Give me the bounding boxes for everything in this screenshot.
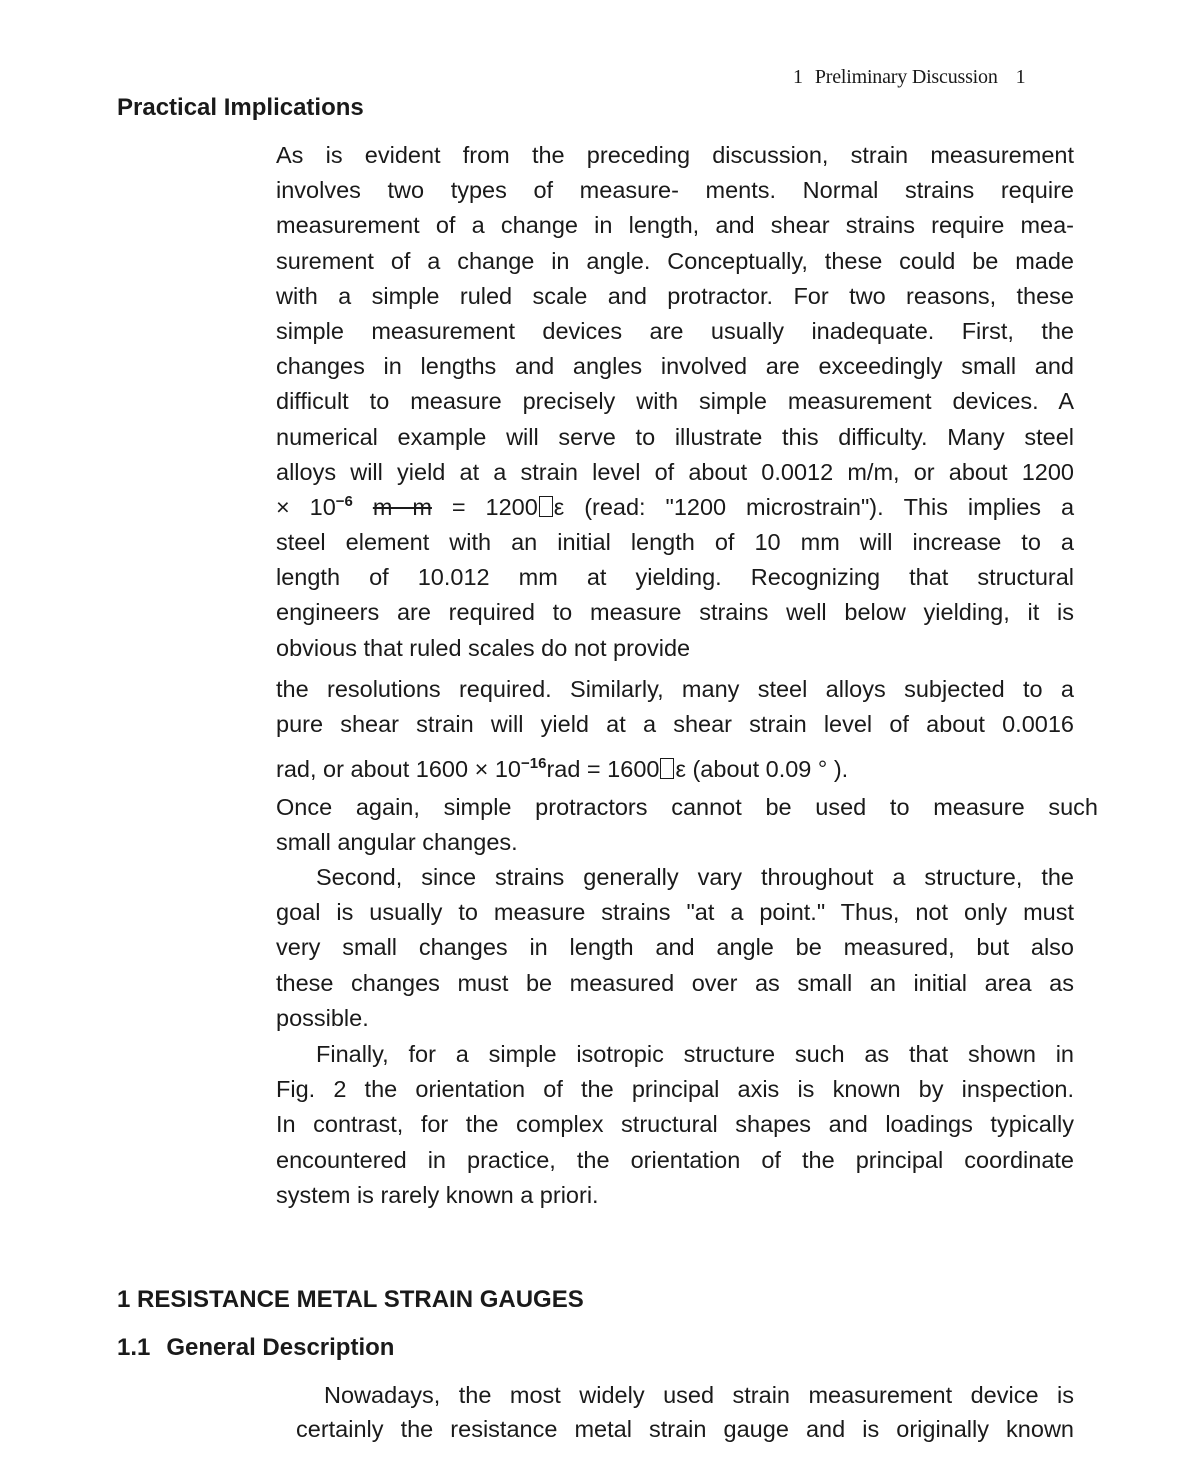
once-again-line: Once again, simple protractors cannot be used to measure such xyxy=(276,794,1098,820)
paragraph-1-continued xyxy=(276,525,1074,666)
eq2-exponent: −16 xyxy=(520,755,547,772)
eq1-part-b: = 1200 xyxy=(451,494,538,520)
section-number: 1.1 xyxy=(117,1334,151,1361)
text-line: system is rarely known a priori. xyxy=(276,1181,599,1208)
section-line-1: Nowadays, the most widely used strain measurement device is xyxy=(324,1382,1074,1408)
text-line: pure shear strain will yield at a shear strain level of about 0.0016 xyxy=(276,711,1074,738)
text-line: Second, since strains generally vary throughout a structure, the xyxy=(316,864,1074,890)
missing-glyph-box-icon xyxy=(539,496,553,517)
equation-line-2 xyxy=(276,752,848,787)
section-heading xyxy=(117,1334,394,1362)
eq2-part-b: rad = 1600 xyxy=(546,756,660,782)
text-line: changes in lengths and angles involved are exceedingly small and xyxy=(276,353,1074,380)
chapter-heading: 1 RESISTANCE METAL STRAIN GAUGES xyxy=(117,1286,584,1313)
eq2-part-a: rad, or about 1600 × 10 xyxy=(276,756,521,782)
eq1-part-a: × 10 xyxy=(276,494,336,520)
paragraph-2 xyxy=(276,860,1074,1036)
text-line: these changes must be measured over as small an initial area as xyxy=(276,969,1074,996)
text-line: steel element with an initial length of 10 mm will increase to a xyxy=(276,529,1074,555)
running-head xyxy=(793,66,1025,89)
text-line: engineers are required to measure strains well below yielding, it is xyxy=(276,599,1074,626)
text-line: alloys will yield at a strain level of about 0.0012 m/m, or about 1200 xyxy=(276,458,1074,485)
small-angular-line: small angular changes. xyxy=(276,829,518,855)
practical-implications-heading: Practical Implications xyxy=(117,94,364,121)
paragraph-3 xyxy=(276,1037,1074,1213)
section-title: General Description xyxy=(166,1334,395,1361)
text-line: length of 10.012 mm at yielding. Recognizing that structural xyxy=(276,564,1074,591)
eq1-exponent: −6 xyxy=(335,493,353,510)
page-number: 1 xyxy=(1015,66,1026,88)
text-line: possible. xyxy=(276,1004,369,1031)
eq2-part-c: ε (about 0.09 ° ). xyxy=(675,756,849,782)
text-line: obvious that ruled scales do not provide xyxy=(276,634,691,661)
text-line: difficult to measure precisely with simple measurement devices. A xyxy=(276,388,1074,415)
equation-line-1 xyxy=(276,490,1074,525)
text-line: surement of a change in angle. Conceptually, these could be made xyxy=(276,247,1074,274)
text-line: with a simple ruled scale and protractor. For two reasons, these xyxy=(276,282,1074,309)
text-line: Fig. 2 the orientation of the principal axis is known by inspection. xyxy=(276,1076,1074,1103)
section-line-2: certainly the resistance metal strain gauge and is originally known xyxy=(296,1416,1074,1442)
text-line: involves two types of measure- ments. Normal strains require xyxy=(276,177,1074,204)
text-line: simple measurement devices are usually inadequate. First, the xyxy=(276,317,1074,344)
text-line: numerical example will serve to illustrate this difficulty. Many steel xyxy=(276,423,1074,450)
eq1-struck-unit: m m xyxy=(372,494,432,520)
text-line: measurement of a change in length, and shear strains require mea- xyxy=(276,212,1074,239)
text-line: very small changes in length and angle be measured, but also xyxy=(276,934,1074,961)
eq1-part-c: ε (read: "1200 microstrain"). This implies a xyxy=(553,494,1075,520)
text-line: Finally, for a simple isotropic structure such as that shown in xyxy=(316,1041,1074,1067)
chapter-title: Preliminary Discussion xyxy=(814,66,998,88)
paragraph-1-resolutions xyxy=(276,672,1074,742)
missing-glyph-box-icon xyxy=(660,758,674,779)
paragraph-1 xyxy=(276,138,1074,490)
chapter-number: 1 xyxy=(793,66,803,88)
text-line: the resolutions required. Similarly, many steel alloys subjected to a xyxy=(276,676,1074,702)
text-line: goal is usually to measure strains "at a point." Thus, not only must xyxy=(276,899,1074,926)
text-line: In contrast, for the complex structural shapes and loadings typically xyxy=(276,1111,1074,1138)
text-line: As is evident from the preceding discussion, strain measurement xyxy=(276,142,1074,168)
text-line: encountered in practice, the orientation of the principal coordinate xyxy=(276,1146,1074,1173)
